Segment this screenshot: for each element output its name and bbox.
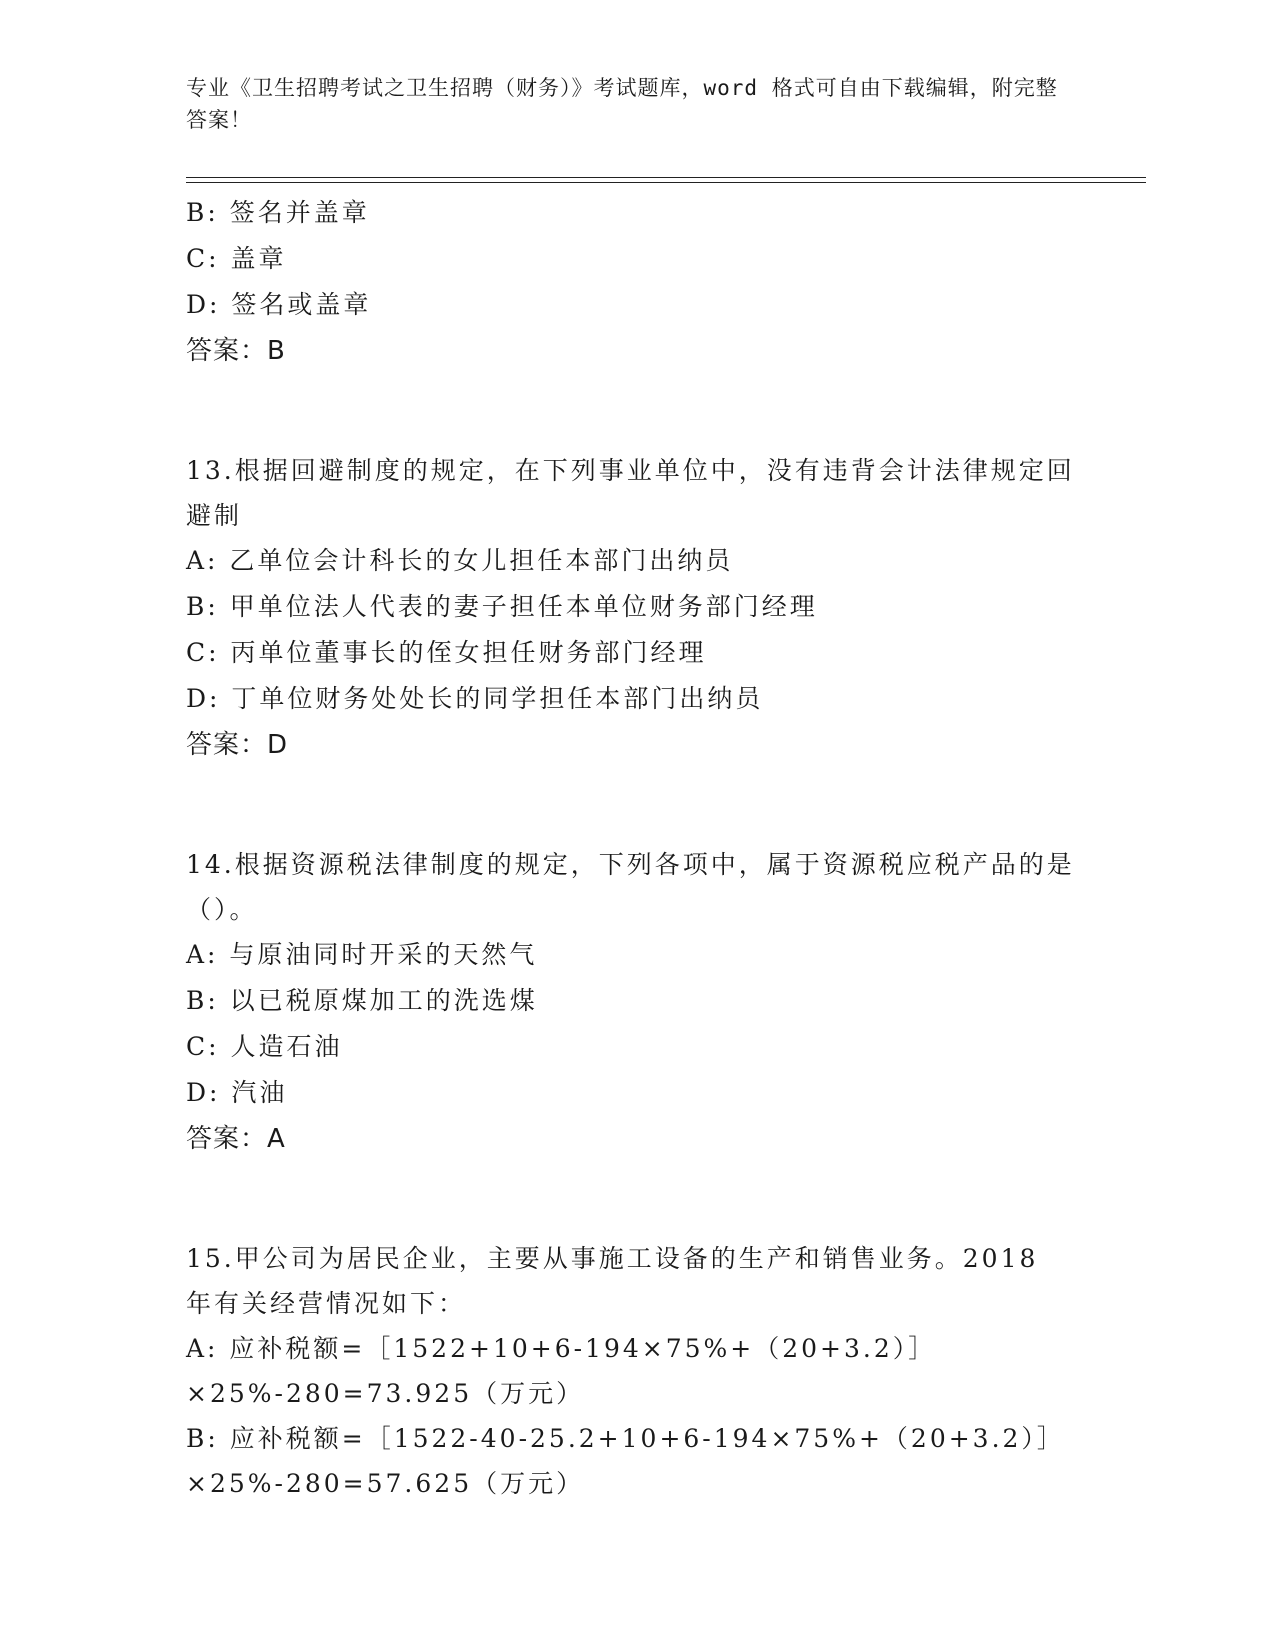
- option-d: D: 签名或盖章: [186, 290, 372, 319]
- answer: 答案：A: [186, 1124, 286, 1154]
- question-14: [186, 842, 1086, 1162]
- answer: 答案：B: [186, 336, 286, 366]
- option-b: B: 应补税额=［1522-40-25.2+10+6-194×75%+（20+3.2）］×25%-280=57.625（万元）: [186, 1424, 1065, 1498]
- option-a: A: 乙单位会计科长的女儿担任本部门出纳员: [186, 546, 734, 575]
- option-b: B: 甲单位法人代表的妻子担任本单位财务部门经理: [186, 592, 818, 621]
- header-rule-bottom: [186, 182, 1146, 183]
- header-rule-top: [186, 177, 1146, 178]
- prev-question: [186, 190, 1086, 374]
- spacer: [186, 768, 1086, 842]
- option-d: D: 丁单位财务处处长的同学担任本部门出纳员: [186, 684, 764, 713]
- question-content: [186, 190, 1086, 1506]
- spacer: [186, 1162, 1086, 1236]
- option-c: C: 丙单位董事长的侄女担任财务部门经理: [186, 638, 707, 667]
- option-c: C: 盖章: [186, 244, 287, 273]
- document-header: 专业《卫生招聘考试之卫生招聘（财务）》考试题库，word 格式可自由下载编辑，附完整答案！: [186, 76, 1058, 132]
- answer: 答案：D: [186, 730, 289, 760]
- option-b: B: 签名并盖章: [186, 198, 370, 227]
- option-a: A: 与原油同时开采的天然气: [186, 940, 538, 969]
- question-text: 13.根据回避制度的规定，在下列事业单位中，没有违背会计法律规定回避制: [186, 456, 1075, 530]
- question-text: 15.甲公司为居民企业，主要从事施工设备的生产和销售业务。2018 年有关经营情况如下：: [186, 1244, 1039, 1318]
- question-13: [186, 448, 1086, 768]
- question-15: [186, 1236, 1086, 1506]
- option-c: C: 人造石油: [186, 1032, 343, 1061]
- question-text: 14.根据资源税法律制度的规定，下列各项中，属于资源税应税产品的是（）。: [186, 850, 1075, 924]
- option-a: A: 应补税额=［1522+10+6-194×75%+（20+3.2）］×25%-280=73.925（万元）: [186, 1334, 937, 1408]
- option-d: D: 汽油: [186, 1078, 288, 1107]
- spacer: [186, 374, 1086, 448]
- option-b: B: 以已税原煤加工的洗选煤: [186, 986, 538, 1015]
